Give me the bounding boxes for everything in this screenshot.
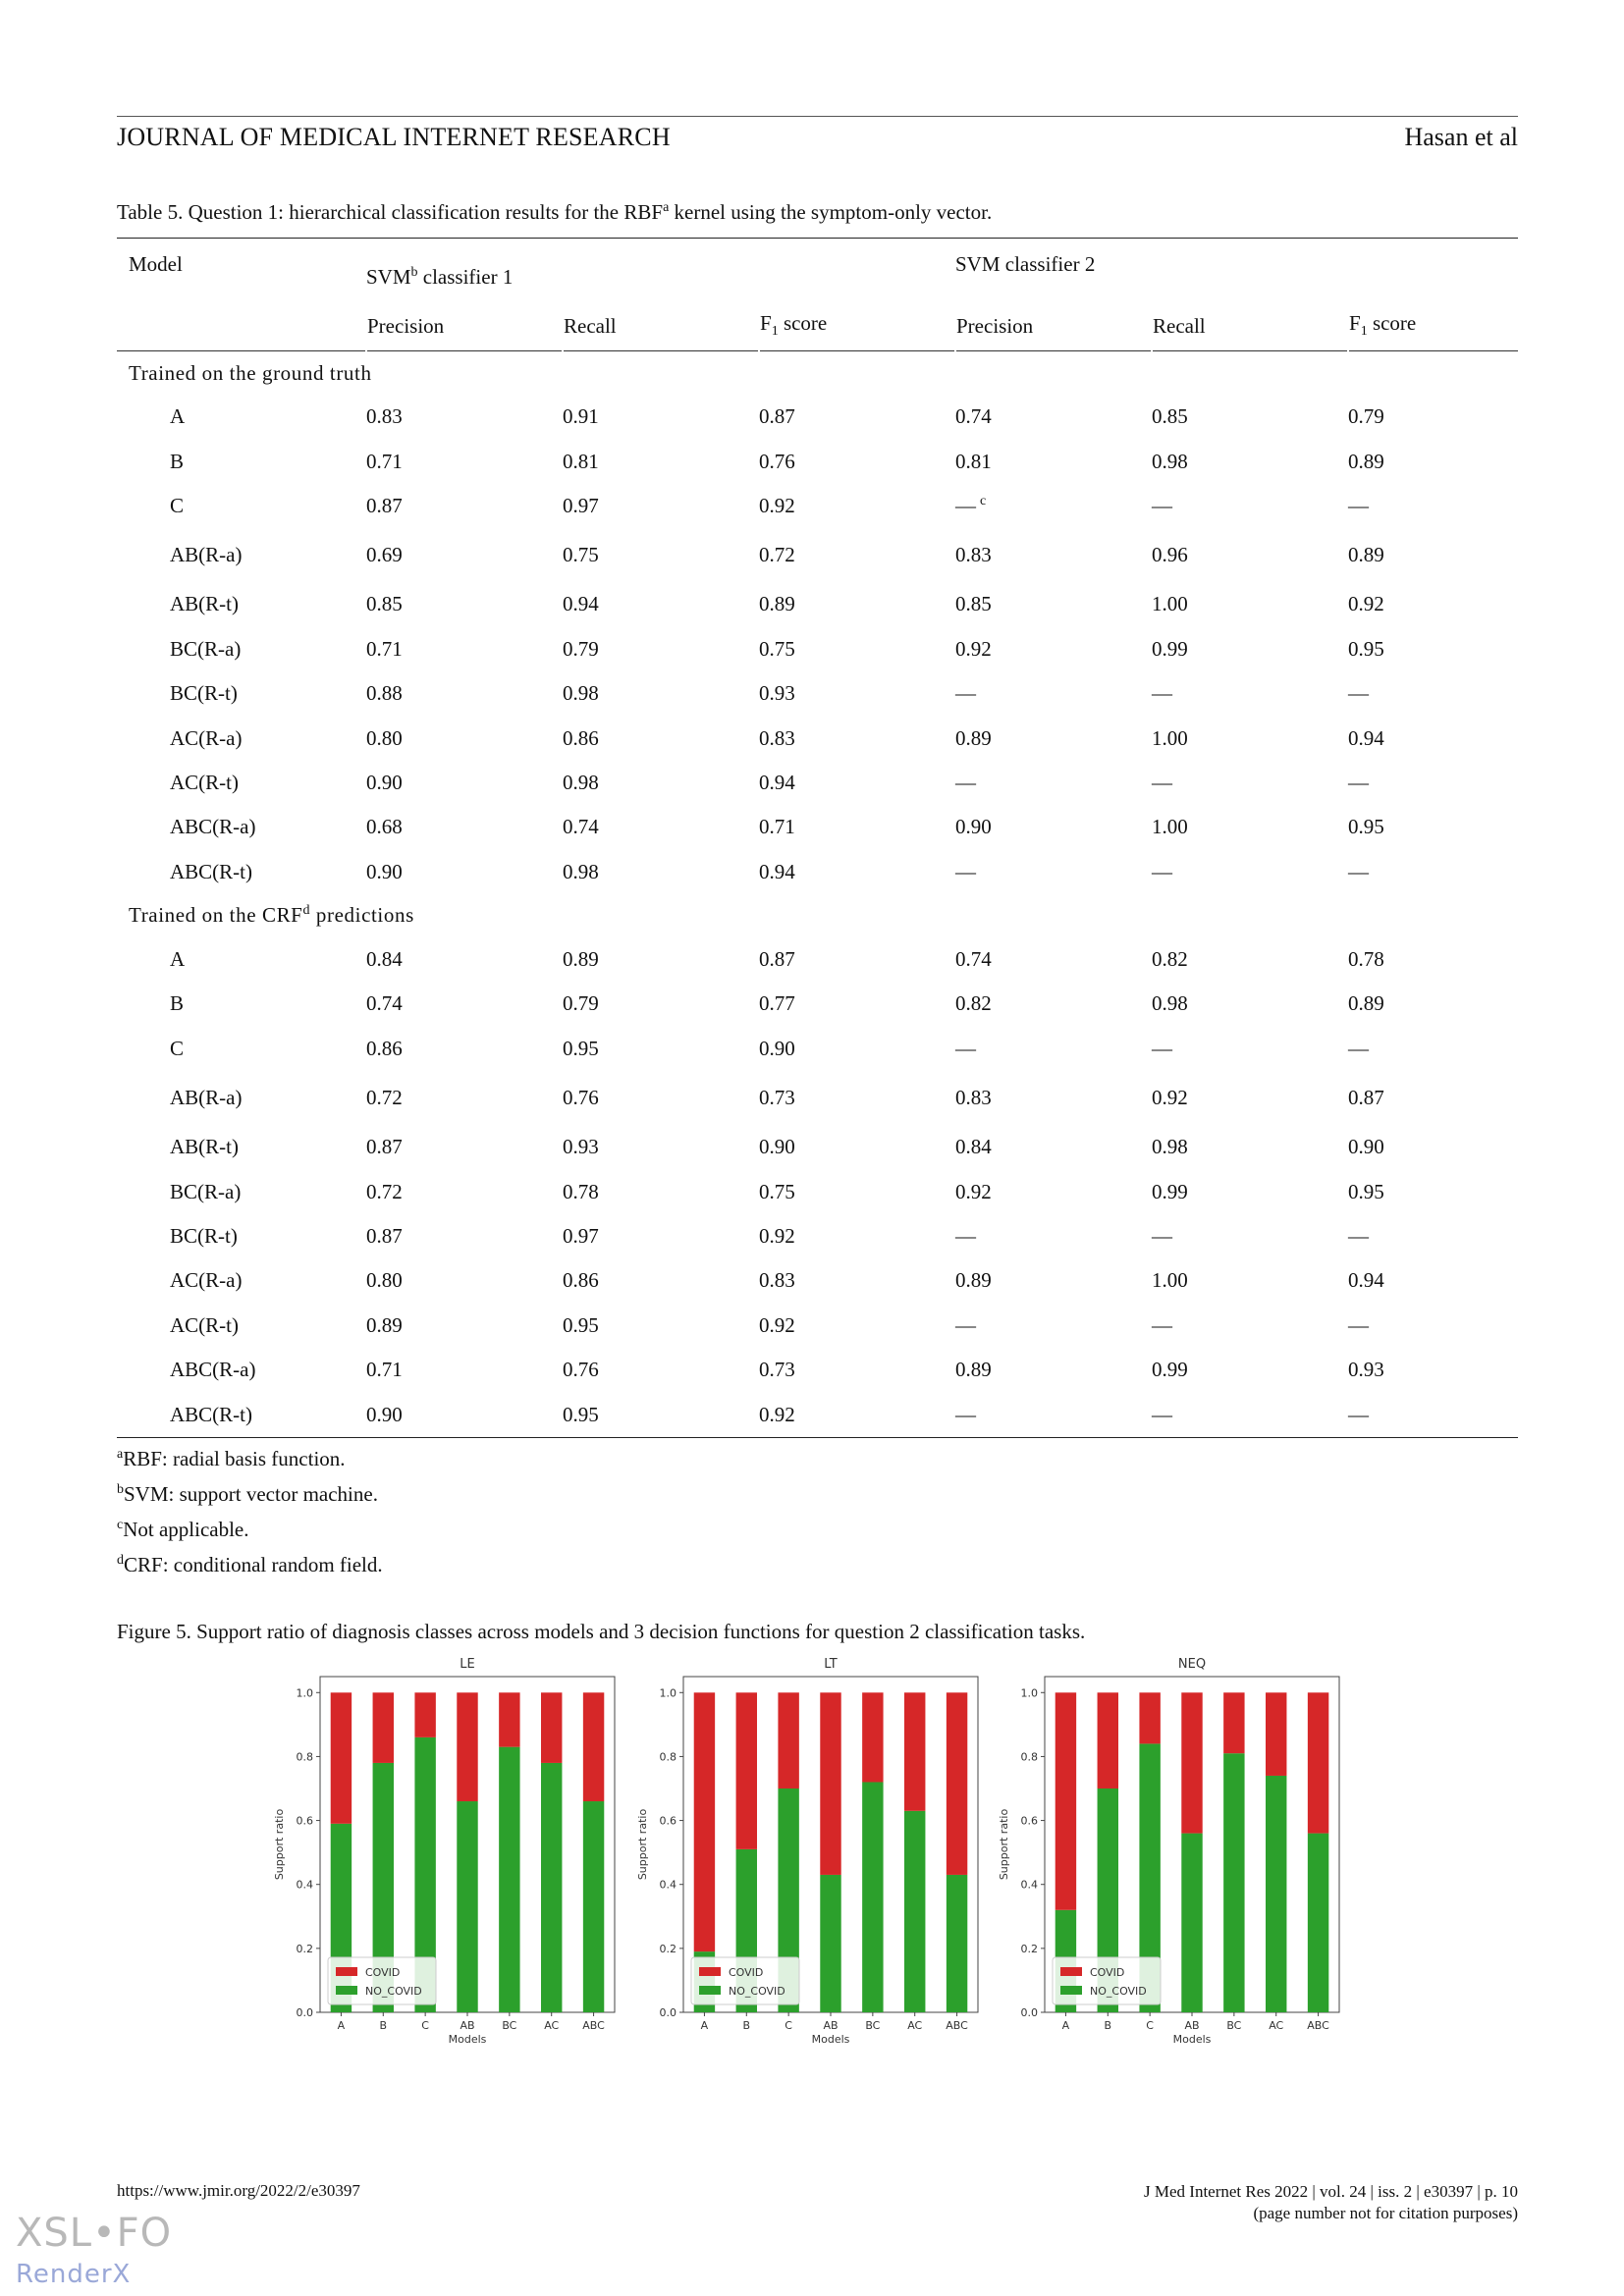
legend-swatch-covid bbox=[1060, 1967, 1082, 1976]
table-row bbox=[117, 805, 1518, 849]
col-header-f1-1: $F_1$ score bbox=[759, 301, 955, 351]
y-tick-label: 0.4 bbox=[296, 1878, 313, 1892]
value-cell: 0.92 bbox=[955, 1179, 992, 1203]
value-cell: 0.93 bbox=[759, 681, 795, 706]
bar-covid bbox=[1266, 1692, 1286, 1776]
model-cell: BC(R-a) bbox=[170, 1179, 242, 1203]
value-cell: 0.78 bbox=[563, 1179, 599, 1203]
value-cell: 0.72 bbox=[366, 1179, 403, 1203]
model-cell: AB(R-a) bbox=[170, 1086, 243, 1110]
x-tick-label: A bbox=[700, 2019, 709, 2032]
col-header-recall-1: Recall bbox=[563, 301, 759, 351]
col-header-svm1: SVM$^b$ classifier 1 bbox=[366, 264, 514, 289]
bar-no-covid bbox=[1223, 1753, 1244, 2012]
model-cell: ABC(R-a) bbox=[170, 1358, 256, 1382]
footnote: $^a$RBF: radial basis function. bbox=[117, 1447, 346, 1470]
value-cell: 0.83 bbox=[759, 1268, 795, 1293]
bar-covid bbox=[1308, 1692, 1328, 1833]
value-cell: 1.00 bbox=[1152, 725, 1188, 750]
bar-covid bbox=[904, 1692, 925, 1811]
table-row bbox=[117, 395, 1518, 439]
bar-covid bbox=[583, 1692, 604, 1801]
table-row bbox=[117, 582, 1518, 626]
y-tick-label: 0.8 bbox=[296, 1750, 313, 1764]
x-tick-label: AC bbox=[544, 2019, 560, 2032]
value-cell: 0.79 bbox=[563, 991, 599, 1016]
value-cell: 0.89 bbox=[955, 1358, 992, 1382]
value-cell: 0.81 bbox=[955, 449, 992, 473]
value-cell: — bbox=[1348, 770, 1369, 794]
value-cell: 0.97 bbox=[563, 1224, 599, 1249]
bar-no-covid bbox=[583, 1801, 604, 2012]
bar-covid bbox=[736, 1692, 757, 1849]
figure-caption: Figure 5. Support ratio of diagnosis classes across models and 3 decision functions for question 2 classification tasks. bbox=[117, 1620, 1086, 1643]
value-cell: — $^c$ bbox=[955, 493, 987, 517]
y-tick-label: 0.0 bbox=[659, 2006, 677, 2019]
bar-covid bbox=[1139, 1692, 1160, 1743]
value-cell: 0.87 bbox=[366, 1224, 403, 1249]
value-cell: 0.71 bbox=[366, 636, 403, 661]
model-cell: B bbox=[170, 991, 185, 1016]
y-tick-label: 0.2 bbox=[1020, 1942, 1038, 1955]
value-cell: 0.96 bbox=[1152, 543, 1188, 567]
table-row bbox=[117, 627, 1518, 671]
table-row bbox=[117, 1071, 1518, 1125]
model-cell: AC(R-t) bbox=[170, 770, 239, 794]
value-cell: 0.72 bbox=[759, 543, 795, 567]
value-cell: 0.92 bbox=[759, 493, 795, 517]
table-row bbox=[117, 937, 1518, 982]
value-cell: 0.95 bbox=[563, 1036, 599, 1060]
y-axis-label: Support ratio bbox=[273, 1808, 286, 1881]
bar-covid bbox=[1223, 1692, 1244, 1753]
citation-note: (page number not for citation purposes) bbox=[1253, 2204, 1518, 2222]
value-cell: 0.86 bbox=[563, 725, 599, 750]
y-tick-label: 0.4 bbox=[659, 1878, 677, 1892]
value-cell: 0.76 bbox=[563, 1358, 599, 1382]
table-row bbox=[117, 850, 1518, 894]
value-cell: 0.79 bbox=[1348, 404, 1384, 429]
table-row bbox=[117, 1392, 1518, 1437]
bar-no-covid bbox=[1181, 1834, 1202, 2012]
value-cell: 0.76 bbox=[563, 1086, 599, 1110]
bar-covid bbox=[457, 1692, 477, 1801]
value-cell: 0.74 bbox=[955, 404, 992, 429]
x-tick-label: BC bbox=[502, 2019, 517, 2032]
value-cell: 0.86 bbox=[563, 1268, 599, 1293]
legend-label-no-covid: NO_COVID bbox=[1090, 1985, 1147, 1998]
bar-no-covid bbox=[904, 1811, 925, 2012]
x-tick-label: C bbox=[785, 2019, 792, 2032]
y-tick-label: 0.2 bbox=[659, 1942, 677, 1955]
value-cell: 1.00 bbox=[1152, 815, 1188, 839]
value-cell: 0.83 bbox=[955, 1086, 992, 1110]
value-cell: — bbox=[1348, 1312, 1369, 1337]
x-axis-label: Models bbox=[1172, 2033, 1212, 2045]
table-row bbox=[117, 1304, 1518, 1348]
bar-no-covid bbox=[1308, 1834, 1328, 2012]
legend-swatch-no-covid bbox=[699, 1986, 721, 1995]
value-cell: 0.71 bbox=[759, 815, 795, 839]
value-cell: — bbox=[1152, 859, 1172, 883]
value-cell: 0.97 bbox=[563, 493, 599, 517]
y-tick-label: 0.0 bbox=[296, 2006, 313, 2019]
value-cell: 0.68 bbox=[366, 815, 403, 839]
model-cell: ABC(R-t) bbox=[170, 1402, 252, 1426]
value-cell: 0.90 bbox=[366, 1402, 403, 1426]
value-cell: 0.92 bbox=[759, 1402, 795, 1426]
value-cell: 0.84 bbox=[366, 947, 403, 972]
journal-title: JOURNAL OF MEDICAL INTERNET RESEARCH bbox=[117, 123, 671, 151]
bar-no-covid bbox=[457, 1801, 477, 2012]
value-cell: 0.82 bbox=[1152, 947, 1188, 972]
x-axis-label: Models bbox=[448, 2033, 487, 2045]
value-cell: 0.75 bbox=[759, 636, 795, 661]
group-header: Trained on the CRF$^d$ predictions bbox=[129, 903, 414, 928]
value-cell: 0.93 bbox=[1348, 1358, 1384, 1382]
y-tick-label: 1.0 bbox=[1020, 1686, 1038, 1700]
value-cell: 0.80 bbox=[366, 1268, 403, 1293]
value-cell: — bbox=[1152, 770, 1172, 794]
legend-swatch-covid bbox=[336, 1967, 357, 1976]
col-header-precision-2: Precision bbox=[955, 301, 1152, 351]
col-header-precision-1: Precision bbox=[366, 301, 563, 351]
bar-covid bbox=[499, 1692, 519, 1746]
bar-no-covid bbox=[499, 1747, 519, 2012]
value-cell: 0.89 bbox=[1348, 449, 1384, 473]
value-cell: — bbox=[1152, 681, 1172, 706]
value-cell: 0.94 bbox=[759, 770, 795, 794]
value-cell: — bbox=[955, 1036, 976, 1060]
col-header-f1-2: $F_1$ score bbox=[1348, 301, 1518, 351]
header-rule bbox=[117, 116, 1518, 117]
bar-covid bbox=[862, 1692, 883, 1782]
x-tick-label: ABC bbox=[946, 2019, 968, 2032]
bar-covid bbox=[331, 1692, 352, 1824]
xslfo-logo: XSL•FO bbox=[16, 2211, 173, 2256]
value-cell: 0.69 bbox=[366, 543, 403, 567]
support-ratio-chart bbox=[990, 1652, 1345, 2045]
bar-covid bbox=[694, 1692, 715, 1951]
value-cell: — bbox=[955, 1224, 976, 1249]
value-cell: 0.90 bbox=[759, 1135, 795, 1159]
y-tick-label: 0.6 bbox=[296, 1814, 313, 1828]
value-cell: 0.85 bbox=[366, 592, 403, 616]
legend-label-covid: COVID bbox=[729, 1966, 764, 1979]
model-cell: AB(R-a) bbox=[170, 543, 243, 567]
value-cell: — bbox=[955, 1402, 976, 1426]
table-caption: Table 5. Question 1: hierarchical classification results for the RBF$^a$ kernel using the symptom-only vector. bbox=[117, 200, 993, 224]
value-cell: 0.83 bbox=[759, 725, 795, 750]
value-cell: — bbox=[1152, 1224, 1172, 1249]
value-cell: 0.90 bbox=[366, 859, 403, 883]
table-row bbox=[117, 439, 1518, 483]
x-tick-label: AC bbox=[1269, 2019, 1284, 2032]
value-cell: 1.00 bbox=[1152, 1268, 1188, 1293]
footer-citation bbox=[1144, 2181, 1518, 2224]
legend-label-no-covid: NO_COVID bbox=[365, 1985, 422, 1998]
value-cell: — bbox=[1152, 493, 1172, 517]
table-row bbox=[117, 671, 1518, 716]
bar-covid bbox=[414, 1692, 435, 1737]
x-tick-label: B bbox=[379, 2019, 388, 2032]
x-tick-label: AB bbox=[823, 2019, 839, 2032]
bar-covid bbox=[1181, 1692, 1202, 1833]
value-cell: 0.85 bbox=[955, 592, 992, 616]
table-row bbox=[117, 1125, 1518, 1169]
value-cell: 0.90 bbox=[955, 815, 992, 839]
value-cell: 0.89 bbox=[955, 725, 992, 750]
model-cell: C bbox=[170, 1036, 185, 1060]
support-ratio-chart bbox=[628, 1652, 984, 2045]
bar-no-covid bbox=[1266, 1776, 1286, 2012]
table-row bbox=[117, 761, 1518, 805]
y-tick-label: 0.8 bbox=[1020, 1750, 1038, 1764]
model-cell: A bbox=[170, 947, 186, 972]
table-row bbox=[117, 528, 1518, 582]
value-cell: 0.74 bbox=[563, 815, 599, 839]
legend-label-covid: COVID bbox=[365, 1966, 401, 1979]
value-cell: 0.92 bbox=[759, 1224, 795, 1249]
x-tick-label: ABC bbox=[1307, 2019, 1329, 2032]
value-cell: — bbox=[955, 859, 976, 883]
bar-covid bbox=[373, 1692, 394, 1763]
value-cell: — bbox=[1348, 1402, 1369, 1426]
y-tick-label: 0.6 bbox=[1020, 1814, 1038, 1828]
y-tick-label: 0.0 bbox=[1020, 2006, 1038, 2019]
value-cell: 0.87 bbox=[1348, 1086, 1384, 1110]
chart-title: NEQ bbox=[1177, 1657, 1207, 1672]
model-cell: BC(R-a) bbox=[170, 636, 242, 661]
value-cell: — bbox=[1348, 859, 1369, 883]
value-cell: 0.99 bbox=[1152, 1179, 1188, 1203]
table-row bbox=[117, 1169, 1518, 1213]
value-cell: 0.89 bbox=[563, 947, 599, 972]
value-cell: 1.00 bbox=[1152, 592, 1188, 616]
model-cell: ABC(R-a) bbox=[170, 815, 256, 839]
x-tick-label: C bbox=[1146, 2019, 1154, 2032]
value-cell: 0.87 bbox=[366, 1135, 403, 1159]
model-cell: B bbox=[170, 449, 185, 473]
value-cell: 0.98 bbox=[1152, 1135, 1188, 1159]
x-tick-label: BC bbox=[1226, 2019, 1242, 2032]
x-tick-label: A bbox=[1061, 2019, 1070, 2032]
value-cell: 0.80 bbox=[366, 725, 403, 750]
value-cell: 0.89 bbox=[955, 1268, 992, 1293]
col-header-recall-2: Recall bbox=[1152, 301, 1348, 351]
value-cell: 0.73 bbox=[759, 1358, 795, 1382]
legend-swatch-no-covid bbox=[336, 1986, 357, 1995]
value-cell: — bbox=[1348, 1036, 1369, 1060]
footnote: $^c$Not applicable. bbox=[117, 1518, 249, 1541]
footer-url[interactable]: https://www.jmir.org/2022/2/e30397 bbox=[117, 2181, 360, 2200]
y-tick-label: 0.2 bbox=[296, 1942, 313, 1955]
value-cell: 0.98 bbox=[563, 681, 599, 706]
bar-covid bbox=[820, 1692, 840, 1875]
value-cell: 0.98 bbox=[563, 859, 599, 883]
legend-label-covid: COVID bbox=[1090, 1966, 1125, 1979]
bar-covid bbox=[778, 1692, 798, 1789]
chart-title: LE bbox=[460, 1657, 475, 1672]
footnote: $^d$CRF: conditional random field. bbox=[117, 1553, 383, 1576]
value-cell: — bbox=[955, 770, 976, 794]
value-cell: — bbox=[1152, 1402, 1172, 1426]
x-tick-label: AC bbox=[907, 2019, 923, 2032]
bar-covid bbox=[1098, 1692, 1118, 1789]
model-cell: AC(R-a) bbox=[170, 1268, 243, 1293]
value-cell: 0.95 bbox=[1348, 815, 1384, 839]
value-cell: 0.74 bbox=[955, 947, 992, 972]
value-cell: 0.90 bbox=[366, 770, 403, 794]
value-cell: 0.71 bbox=[366, 1358, 403, 1382]
renderx-logo: RenderX bbox=[16, 2260, 132, 2289]
model-cell: A bbox=[170, 404, 186, 429]
model-cell: C bbox=[170, 493, 185, 517]
legend-swatch-covid bbox=[699, 1967, 721, 1976]
value-cell: 0.94 bbox=[1348, 725, 1384, 750]
value-cell: 0.91 bbox=[563, 404, 599, 429]
model-cell: BC(R-t) bbox=[170, 1224, 238, 1249]
value-cell: 0.87 bbox=[759, 947, 795, 972]
value-cell: 0.94 bbox=[563, 592, 599, 616]
bar-covid bbox=[1056, 1692, 1076, 1909]
value-cell: 0.87 bbox=[366, 493, 403, 517]
citation-line: J Med Internet Res 2022 | vol. 24 | iss. 2 | e30397 | p. 10 bbox=[1144, 2182, 1518, 2201]
value-cell: 0.77 bbox=[759, 991, 795, 1016]
value-cell: 0.89 bbox=[366, 1312, 403, 1337]
x-tick-label: A bbox=[337, 2019, 346, 2032]
chart-title: LT bbox=[824, 1657, 838, 1672]
value-cell: 0.79 bbox=[563, 636, 599, 661]
x-tick-label: ABC bbox=[582, 2019, 605, 2032]
value-cell: 0.89 bbox=[759, 592, 795, 616]
table-row bbox=[117, 1348, 1518, 1392]
model-cell: AC(R-a) bbox=[170, 725, 243, 750]
value-cell: 0.74 bbox=[366, 991, 403, 1016]
x-tick-label: BC bbox=[865, 2019, 881, 2032]
value-cell: 0.71 bbox=[366, 449, 403, 473]
model-cell: AB(R-t) bbox=[170, 592, 239, 616]
value-cell: 0.94 bbox=[1348, 1268, 1384, 1293]
results-table bbox=[117, 238, 1518, 1438]
bar-covid bbox=[947, 1692, 967, 1875]
value-cell: 0.98 bbox=[1152, 449, 1188, 473]
legend-label-no-covid: NO_COVID bbox=[729, 1985, 785, 1998]
value-cell: 0.82 bbox=[955, 991, 992, 1016]
value-cell: 0.90 bbox=[1348, 1135, 1384, 1159]
value-cell: 0.95 bbox=[563, 1402, 599, 1426]
value-cell: 0.78 bbox=[1348, 947, 1384, 972]
value-cell: — bbox=[1152, 1036, 1172, 1060]
support-ratio-chart bbox=[265, 1652, 621, 2045]
value-cell: 0.99 bbox=[1152, 1358, 1188, 1382]
value-cell: 0.85 bbox=[1152, 404, 1188, 429]
model-cell: BC(R-t) bbox=[170, 681, 238, 706]
value-cell: — bbox=[1348, 493, 1369, 517]
x-tick-label: AB bbox=[1184, 2019, 1200, 2032]
y-tick-label: 0.6 bbox=[659, 1814, 677, 1828]
value-cell: 0.98 bbox=[1152, 991, 1188, 1016]
value-cell: 0.95 bbox=[563, 1312, 599, 1337]
table-row bbox=[117, 1027, 1518, 1071]
bar-no-covid bbox=[541, 1763, 562, 2012]
value-cell: 0.92 bbox=[759, 1312, 795, 1337]
value-cell: 0.95 bbox=[1348, 636, 1384, 661]
value-cell: 0.75 bbox=[759, 1179, 795, 1203]
value-cell: 0.75 bbox=[563, 543, 599, 567]
value-cell: 0.98 bbox=[563, 770, 599, 794]
table-row bbox=[117, 716, 1518, 760]
table-row bbox=[117, 982, 1518, 1026]
value-cell: 0.90 bbox=[759, 1036, 795, 1060]
value-cell: 0.89 bbox=[1348, 991, 1384, 1016]
model-cell: ABC(R-t) bbox=[170, 859, 252, 883]
bar-no-covid bbox=[862, 1782, 883, 2012]
y-axis-label: Support ratio bbox=[998, 1808, 1010, 1881]
value-cell: 0.83 bbox=[955, 543, 992, 567]
table-row bbox=[117, 1258, 1518, 1303]
table-row bbox=[117, 1214, 1518, 1258]
value-cell: 0.87 bbox=[759, 404, 795, 429]
value-cell: 0.89 bbox=[1348, 543, 1384, 567]
y-tick-label: 1.0 bbox=[296, 1686, 313, 1700]
y-axis-label: Support ratio bbox=[636, 1808, 649, 1881]
col-header-svm2: SVM classifier 2 bbox=[955, 252, 1096, 276]
x-tick-label: B bbox=[742, 2019, 751, 2032]
value-cell: 0.92 bbox=[1152, 1086, 1188, 1110]
value-cell: 0.99 bbox=[1152, 636, 1188, 661]
bar-covid bbox=[541, 1692, 562, 1763]
value-cell: 0.92 bbox=[955, 636, 992, 661]
x-tick-label: AB bbox=[460, 2019, 475, 2032]
x-axis-label: Models bbox=[811, 2033, 850, 2045]
col-header-model: Model bbox=[129, 252, 183, 276]
model-cell: AB(R-t) bbox=[170, 1135, 239, 1159]
value-cell: 0.81 bbox=[563, 449, 599, 473]
value-cell: 0.94 bbox=[759, 859, 795, 883]
table-row bbox=[117, 484, 1518, 528]
value-cell: 0.88 bbox=[366, 681, 403, 706]
x-tick-label: C bbox=[421, 2019, 429, 2032]
value-cell: 0.93 bbox=[563, 1135, 599, 1159]
x-tick-label: B bbox=[1104, 2019, 1112, 2032]
value-cell: — bbox=[1348, 681, 1369, 706]
value-cell: 0.92 bbox=[1348, 592, 1384, 616]
value-cell: — bbox=[1152, 1312, 1172, 1337]
value-cell: 0.84 bbox=[955, 1135, 992, 1159]
footnote: $^b$SVM: support vector machine. bbox=[117, 1482, 378, 1506]
value-cell: 0.86 bbox=[366, 1036, 403, 1060]
value-cell: 0.73 bbox=[759, 1086, 795, 1110]
y-tick-label: 0.4 bbox=[1020, 1878, 1038, 1892]
value-cell: — bbox=[955, 1312, 976, 1337]
group-header: Trained on the ground truth bbox=[129, 360, 372, 385]
legend-swatch-no-covid bbox=[1060, 1986, 1082, 1995]
value-cell: — bbox=[1348, 1224, 1369, 1249]
value-cell: 0.95 bbox=[1348, 1179, 1384, 1203]
y-tick-label: 1.0 bbox=[659, 1686, 677, 1700]
y-tick-label: 0.8 bbox=[659, 1750, 677, 1764]
value-cell: 0.72 bbox=[366, 1086, 403, 1110]
value-cell: 0.83 bbox=[366, 404, 403, 429]
value-cell: 0.76 bbox=[759, 449, 795, 473]
bar-no-covid bbox=[947, 1875, 967, 2012]
value-cell: — bbox=[955, 681, 976, 706]
model-cell: AC(R-t) bbox=[170, 1312, 239, 1337]
author-line: Hasan et al bbox=[1404, 123, 1518, 151]
bar-no-covid bbox=[820, 1875, 840, 2012]
